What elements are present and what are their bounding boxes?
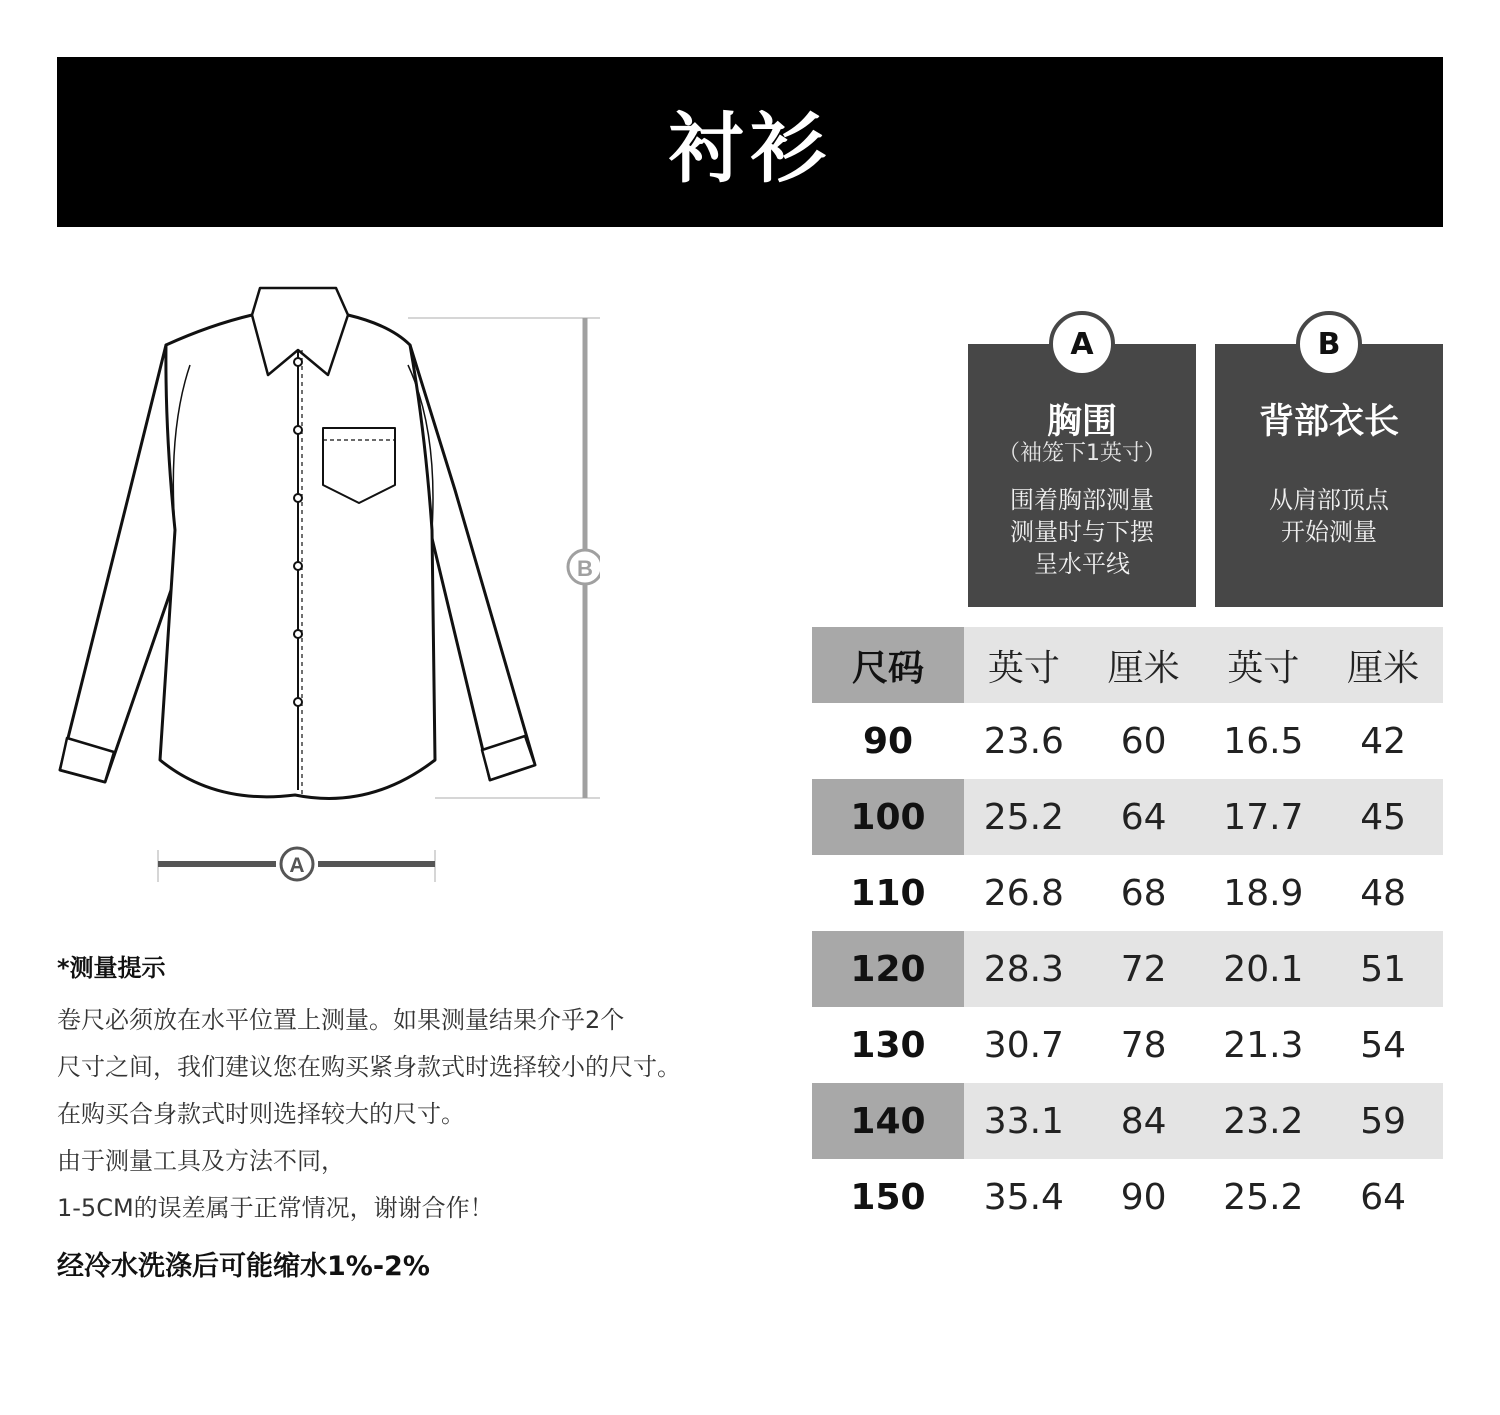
table-row (812, 703, 1443, 779)
page-title: 衬衫 (668, 103, 832, 193)
size-cell: 120 (812, 931, 964, 1007)
shrink-warning: 经冷水洗涤后可能缩水1%-2% (57, 1251, 430, 1282)
button-icon (294, 494, 302, 502)
header-chest-inch: 英寸 (964, 627, 1084, 703)
chest-desc-line: 呈水平线 (1034, 550, 1130, 578)
table-cell: 25.2 (964, 779, 1084, 855)
table-row (812, 779, 1443, 855)
table-cell: 23.6 (983, 720, 1064, 762)
notes-heading: *测量提示 (57, 954, 166, 982)
table-row (812, 1159, 1443, 1235)
table-cell: 59 (1323, 1083, 1443, 1159)
header-length-inch: 英寸 (1204, 627, 1324, 703)
back-length-desc-line: 开始测量 (1281, 518, 1377, 546)
table-cell: 16.5 (1223, 720, 1304, 762)
table-cell: 45 (1323, 779, 1443, 855)
table-cell: 17.7 (1204, 779, 1324, 855)
header-chest-cm: 厘米 (1084, 627, 1204, 703)
table-cell: 48 (1360, 872, 1407, 914)
table-cell: 68 (1120, 872, 1167, 914)
notes-line: 卷尺必须放在水平位置上测量。如果测量结果介乎2个 (57, 1006, 625, 1034)
notes-line: 1-5CM的误差属于正常情况，谢谢合作！ (57, 1194, 494, 1222)
title-banner (57, 57, 1443, 227)
table-cell: 78 (1120, 1024, 1167, 1066)
table-cell: 25.2 (1223, 1176, 1304, 1218)
table-cell: 28.3 (964, 931, 1084, 1007)
measure-a-indicator (158, 848, 435, 882)
table-cell: 33.1 (964, 1083, 1084, 1159)
size-cell: 130 (850, 1024, 926, 1066)
table-row (812, 1083, 1443, 1159)
badge-b: B (1296, 311, 1362, 377)
measure-b-label: B (577, 556, 593, 581)
table-row (812, 1007, 1443, 1083)
back-length-description (1215, 484, 1443, 548)
size-chart-table (812, 627, 1443, 1235)
table-cell: 72 (1084, 931, 1204, 1007)
table-cell: 30.7 (983, 1024, 1064, 1066)
notes-line: 由于测量工具及方法不同， (57, 1147, 345, 1175)
button-icon (294, 630, 302, 638)
table-cell: 64 (1084, 779, 1204, 855)
button-icon (294, 562, 302, 570)
size-cell: 150 (850, 1176, 926, 1218)
measurement-notes (57, 948, 777, 1283)
back-length-title: 背部衣长 (1258, 402, 1399, 442)
table-cell: 64 (1360, 1176, 1407, 1218)
table-row (812, 931, 1443, 1007)
chest-subtitle: （袖笼下1英寸） (998, 441, 1166, 466)
chest-desc-line: 围着胸部测量 (1010, 486, 1154, 514)
table-cell: 60 (1120, 720, 1167, 762)
notes-line: 在购买合身款式时则选择较大的尺寸。 (57, 1100, 465, 1128)
button-icon (294, 426, 302, 434)
chest-description (968, 484, 1196, 580)
table-cell: 90 (1120, 1176, 1167, 1218)
size-cell: 140 (812, 1083, 964, 1159)
table-header-row (812, 627, 1443, 703)
chest-title: 胸围 (1046, 402, 1117, 442)
button-icon (294, 698, 302, 706)
table-cell: 21.3 (1223, 1024, 1304, 1066)
table-cell: 20.1 (1204, 931, 1324, 1007)
badge-a: A (1049, 311, 1115, 377)
table-cell: 26.8 (983, 872, 1064, 914)
measure-a-label: A (289, 854, 305, 877)
notes-line: 尺寸之间，我们建议您在购买紧身款式时选择较小的尺寸。 (57, 1053, 681, 1081)
table-cell: 35.4 (983, 1176, 1064, 1218)
table-row (812, 855, 1443, 931)
header-size: 尺码 (812, 627, 964, 703)
shirt-diagram (40, 270, 600, 890)
size-cell: 110 (850, 872, 926, 914)
table-cell: 18.9 (1223, 872, 1304, 914)
size-cell: 100 (812, 779, 964, 855)
back-length-desc-line: 从肩部顶点 (1269, 486, 1389, 514)
table-cell: 23.2 (1204, 1083, 1324, 1159)
back-length-column-header (1215, 326, 1443, 607)
table-cell: 54 (1360, 1024, 1407, 1066)
size-cell: 90 (862, 720, 914, 762)
chest-desc-line: 测量时与下摆 (1010, 518, 1154, 546)
header-length-cm: 厘米 (1323, 627, 1443, 703)
button-icon (294, 358, 302, 366)
chest-column-header (968, 326, 1196, 607)
table-cell: 42 (1360, 720, 1407, 762)
table-cell: 84 (1084, 1083, 1204, 1159)
table-cell: 51 (1323, 931, 1443, 1007)
